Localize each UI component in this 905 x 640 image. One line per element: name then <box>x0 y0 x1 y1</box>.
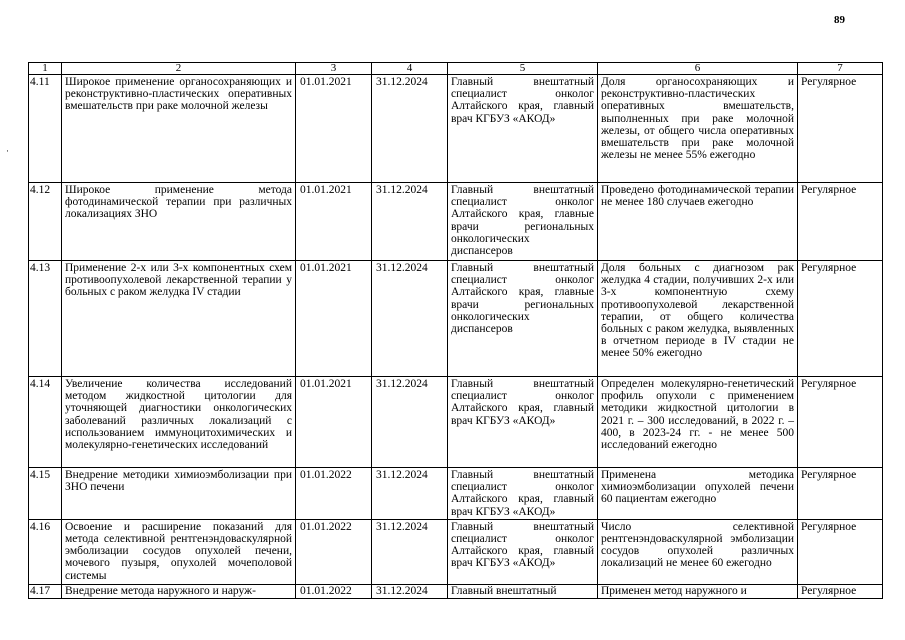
type-cell: Регулярное <box>798 261 883 377</box>
measure-cell: Внедрение метода наружного и наруж- <box>62 584 296 598</box>
type-cell: Регулярное <box>798 377 883 468</box>
end-date: 31.12.2024 <box>372 468 448 520</box>
type-cell: Регулярное <box>798 75 883 183</box>
measure-cell: Применение 2-х или 3-х компонентных схем противоопухолевой лекарственной терапии у больных с раком желудка IV стадии <box>62 261 296 377</box>
result-cell: Применена методика химиоэмболизации опухолей печени 60 пациентам ежегодно <box>598 468 798 520</box>
responsible-cell: Главный внештатный специалист онколог Алтайского края, главные врачи региональных онкологических диспансеров <box>448 183 598 261</box>
column-header: 5 <box>448 63 598 75</box>
row-number: 4.12 <box>29 183 62 261</box>
type-cell: Регулярное <box>798 183 883 261</box>
table-row <box>29 584 883 598</box>
result-cell: Доля больных с диагнозом рак желудка 4 стадии, получивших 2-х или 3-х компонентную схему противоопухолевой лекарственной терапии, от общего количества больных с раком желудка, выявленных в отчетном периоде в IV стадии не менее 50% ежегодно <box>598 261 798 377</box>
type-cell: Регулярное <box>798 468 883 520</box>
start-date: 01.01.2021 <box>296 183 372 261</box>
column-header: 1 <box>29 63 62 75</box>
measure-cell: Внедрение методики химиоэмболизации при ЗНО печени <box>62 468 296 520</box>
start-date: 01.01.2021 <box>296 261 372 377</box>
row-number: 4.17 <box>29 584 62 598</box>
page-number: 89 <box>834 14 845 26</box>
end-date: 31.12.2024 <box>372 377 448 468</box>
end-date: 31.12.2024 <box>372 75 448 183</box>
stray-mark: · <box>6 146 9 156</box>
start-date: 01.01.2021 <box>296 75 372 183</box>
result-cell: Проведено фотодинамической терапии не менее 180 случаев ежегодно <box>598 183 798 261</box>
table-row <box>29 377 883 468</box>
row-number: 4.11 <box>29 75 62 183</box>
end-date: 31.12.2024 <box>372 519 448 584</box>
type-cell: Регулярное <box>798 584 883 598</box>
column-header: 2 <box>62 63 296 75</box>
responsible-cell: Главный внештатный <box>448 584 598 598</box>
column-header: 7 <box>798 63 883 75</box>
row-number: 4.13 <box>29 261 62 377</box>
start-date: 01.01.2021 <box>296 377 372 468</box>
responsible-cell: Главный внештатный специалист онколог Алтайского края, главный врач КГБУЗ «АКОД» <box>448 468 598 520</box>
measure-cell: Освоение и расширение показаний для метода селективной рентгенэндоваскулярной эмболизации сосудов опухолей печени, мочевого пузыря, опухолей мочеполовой системы <box>62 519 296 584</box>
type-cell: Регулярное <box>798 519 883 584</box>
table-row <box>29 75 883 183</box>
column-header: 3 <box>296 63 372 75</box>
result-cell: Применен метод наружного и <box>598 584 798 598</box>
row-number: 4.16 <box>29 519 62 584</box>
result-cell: Определен молекулярно-генетический профиль опухоли с применением методики жидкостной цитологии в 2021 г. – 300 исследований, в 2022 г. – 400, в 2023-24 гг. - не менее 500 исследований ежегодно <box>598 377 798 468</box>
header-row <box>29 63 883 75</box>
row-number: 4.15 <box>29 468 62 520</box>
table-row <box>29 261 883 377</box>
table-row <box>29 468 883 520</box>
measure-cell: Широкое применение органосохраняющих и реконструктивно-пластических оперативных вмешательств при раке молочной железы <box>62 75 296 183</box>
end-date: 31.12.2024 <box>372 183 448 261</box>
start-date: 01.01.2022 <box>296 584 372 598</box>
responsible-cell: Главный внештатный специалист онколог Алтайского края, главный врач КГБУЗ «АКОД» <box>448 519 598 584</box>
measure-cell: Широкое применение метода фотодинамической терапии при различных локализациях ЗНО <box>62 183 296 261</box>
end-date: 31.12.2024 <box>372 584 448 598</box>
start-date: 01.01.2022 <box>296 468 372 520</box>
responsible-cell: Главный внештатный специалист онколог Алтайского края, главный врач КГБУЗ «АКОД» <box>448 75 598 183</box>
measure-cell: Увеличение количества исследований методом жидкостной цитологии для уточняющей диагностики онкологических заболеваний различных локализаций с использованием иммуноцитохимических и молекулярно-генетических исследований <box>62 377 296 468</box>
result-cell: Доля органосохраняющих и реконструктивно-пластических оперативных вмешательств, выполненных при раке молочной железы, от общего числа оперативных вмешательств при раке молочной железы не менее 55% ежегодно <box>598 75 798 183</box>
measures-table <box>28 62 883 599</box>
result-cell: Число селективной рентгенэндоваскулярной эмболизации сосудов опухолей различных локализаций не менее 60 ежегодно <box>598 519 798 584</box>
start-date: 01.01.2022 <box>296 519 372 584</box>
table-row <box>29 519 883 584</box>
row-number: 4.14 <box>29 377 62 468</box>
responsible-cell: Главный внештатный специалист онколог Алтайского края, главный врач КГБУЗ «АКОД» <box>448 377 598 468</box>
column-header: 6 <box>598 63 798 75</box>
column-header: 4 <box>372 63 448 75</box>
responsible-cell: Главный внештатный специалист онколог Алтайского края, главные врачи региональных онкологических диспансеров <box>448 261 598 377</box>
end-date: 31.12.2024 <box>372 261 448 377</box>
table-row <box>29 183 883 261</box>
